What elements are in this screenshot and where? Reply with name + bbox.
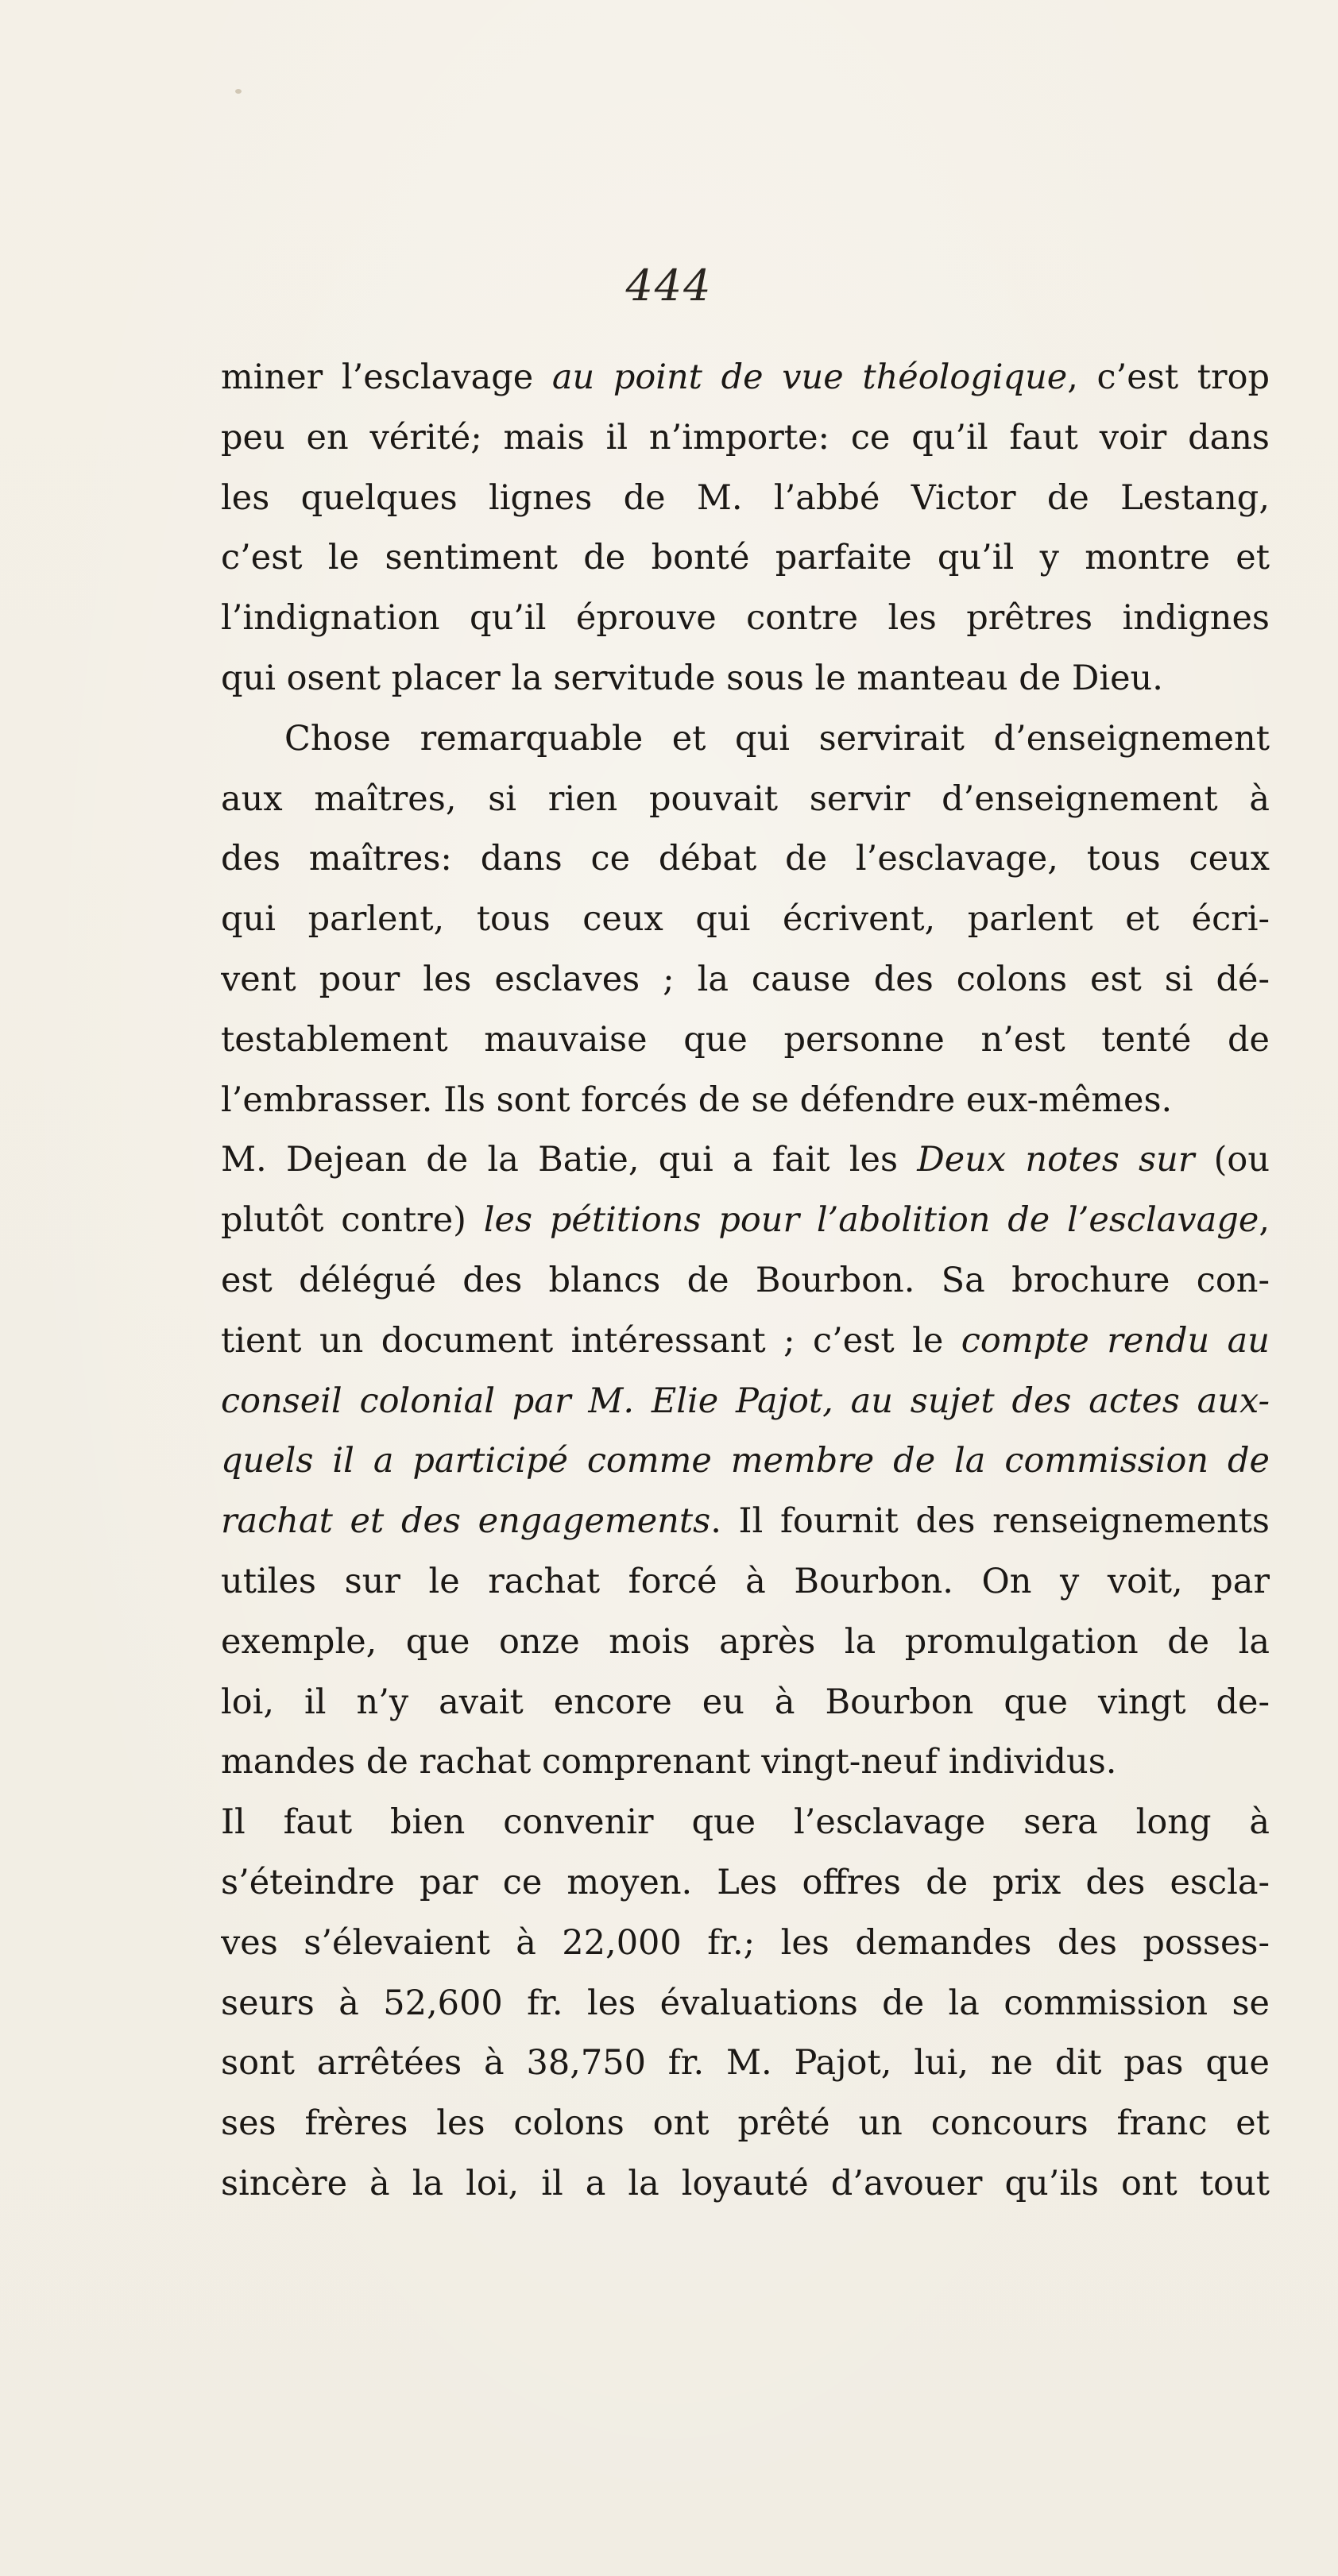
text-line (221, 2094, 1270, 2154)
text-line (221, 1853, 1270, 1914)
italic-text: au point de vue théologique (551, 357, 1068, 397)
line-text: qui parlent, tous ceux qui écrivent, parlent et écri- (221, 899, 1270, 940)
page-number: 444 (625, 261, 713, 311)
line-text: plutôt contre) (221, 1200, 484, 1241)
line-text: sincère à la loi, il a la loyauté d’avouer qu’ils ont tout (221, 2163, 1270, 2203)
text-line (221, 1673, 1270, 1733)
line-text: utiles sur le rachat forcé à Bourbon. On y voit, par (221, 1561, 1270, 1601)
line-text: l’indignation qu’il éprouve contre les prêtres indignes (221, 598, 1270, 639)
italic-text: conseil colonial par M. Elie Pajot, au sujet des actes aux- (221, 1381, 1270, 1421)
line-text: ves s’élevaient à 22,000 fr.; les demandes des posses- (221, 1922, 1270, 1963)
line-text: loi, il n’y avait encore eu à Bourbon que vingt de- (221, 1682, 1270, 1722)
text-line (221, 1552, 1270, 1612)
line-text: est délégué des blancs de Bourbon. Sa brochure con- (221, 1260, 1270, 1300)
line-text: tient un document intéressant ; c’est le (221, 1320, 961, 1361)
line-text: s’éteindre par ce moyen. Les offres de prix des escla- (221, 1862, 1270, 1902)
line-text: , (1259, 1200, 1270, 1241)
text-line (221, 709, 1270, 770)
text-line (221, 829, 1270, 890)
text-line (221, 1010, 1270, 1071)
text-line (221, 1732, 1270, 1793)
text-line (221, 2033, 1270, 2094)
line-text: Il faut bien convenir que l’esclavage sera long à (221, 1802, 1270, 1843)
line-text: sont arrêtées à 38,750 fr. M. Pajot, lui, ne dit pas que (221, 2043, 1270, 2084)
body-text (221, 348, 1270, 2215)
italic-text: Deux notes sur (917, 1140, 1195, 1180)
paper-speck (235, 89, 242, 94)
text-line (221, 2154, 1270, 2215)
line-text: (ou (1194, 1140, 1270, 1180)
line-text: l’embrasser. Ils sont forcés de se défendre eux-mêmes. (221, 1079, 1173, 1120)
line-text: exemple, que onze mois après la promulgation de la (221, 1621, 1270, 1662)
text-line (221, 1372, 1270, 1432)
italic-text: quels il a participé comme membre de la commission de (221, 1441, 1270, 1481)
line-text: seurs à 52,600 fr. les évaluations de la commission se (221, 1983, 1270, 2023)
text-line (221, 1130, 1270, 1191)
line-text: ses frères les colons ont prêté un concours franc et (221, 2103, 1270, 2144)
line-text: M. Dejean de la Batie, qui a fait les (221, 1140, 918, 1180)
text-line (221, 1431, 1270, 1492)
line-text: mandes de rachat comprenant vingt-neuf individus. (221, 1742, 1117, 1782)
line-text: c’est le sentiment de bonté parfaite qu’il y montre et (221, 538, 1270, 578)
text-line (221, 348, 1270, 408)
line-text: aux maîtres, si rien pouvait servir d’enseignement à (221, 778, 1270, 819)
line-text: des maîtres: dans ce débat de l’esclavage, tous ceux (221, 839, 1270, 879)
line-text: . Il fournit des renseignements (710, 1501, 1270, 1542)
text-line (221, 589, 1270, 649)
text-line (221, 1251, 1270, 1311)
text-line (221, 649, 1270, 709)
text-line (221, 1612, 1270, 1673)
text-line (221, 890, 1270, 950)
text-line (221, 469, 1270, 529)
text-line (221, 528, 1270, 589)
line-text: testablement mauvaise que personne n’est tenté de (221, 1019, 1270, 1060)
line-text: qui osent placer la servitude sous le manteau de Dieu. (221, 658, 1163, 698)
text-line (221, 950, 1270, 1010)
line-text: Chose remarquable et qui servirait d’enseignement (284, 718, 1270, 759)
line-text: miner l’esclavage (221, 357, 552, 397)
text-line (221, 1914, 1270, 1974)
line-text: vent pour les esclaves ; la cause des colons est si dé- (221, 959, 1270, 999)
text-line (221, 1071, 1270, 1131)
italic-text: les pétitions pour l’abolition de l’esclavage (483, 1200, 1259, 1241)
text-line (221, 1793, 1270, 1853)
line-text: les quelques lignes de M. l’abbé Victor de Lestang, (221, 477, 1270, 518)
text-line (221, 408, 1270, 469)
text-line (221, 1974, 1270, 2034)
text-line (221, 1492, 1270, 1552)
text-line (221, 1311, 1270, 1372)
text-line (221, 770, 1270, 830)
line-text: , c’est trop (1067, 357, 1270, 397)
italic-text: rachat et des engagements (221, 1501, 711, 1542)
italic-text: compte rendu au (961, 1320, 1270, 1361)
text-line (221, 1191, 1270, 1251)
line-text: peu en vérité; mais il n’importe: ce qu’il faut voir dans (221, 417, 1270, 458)
